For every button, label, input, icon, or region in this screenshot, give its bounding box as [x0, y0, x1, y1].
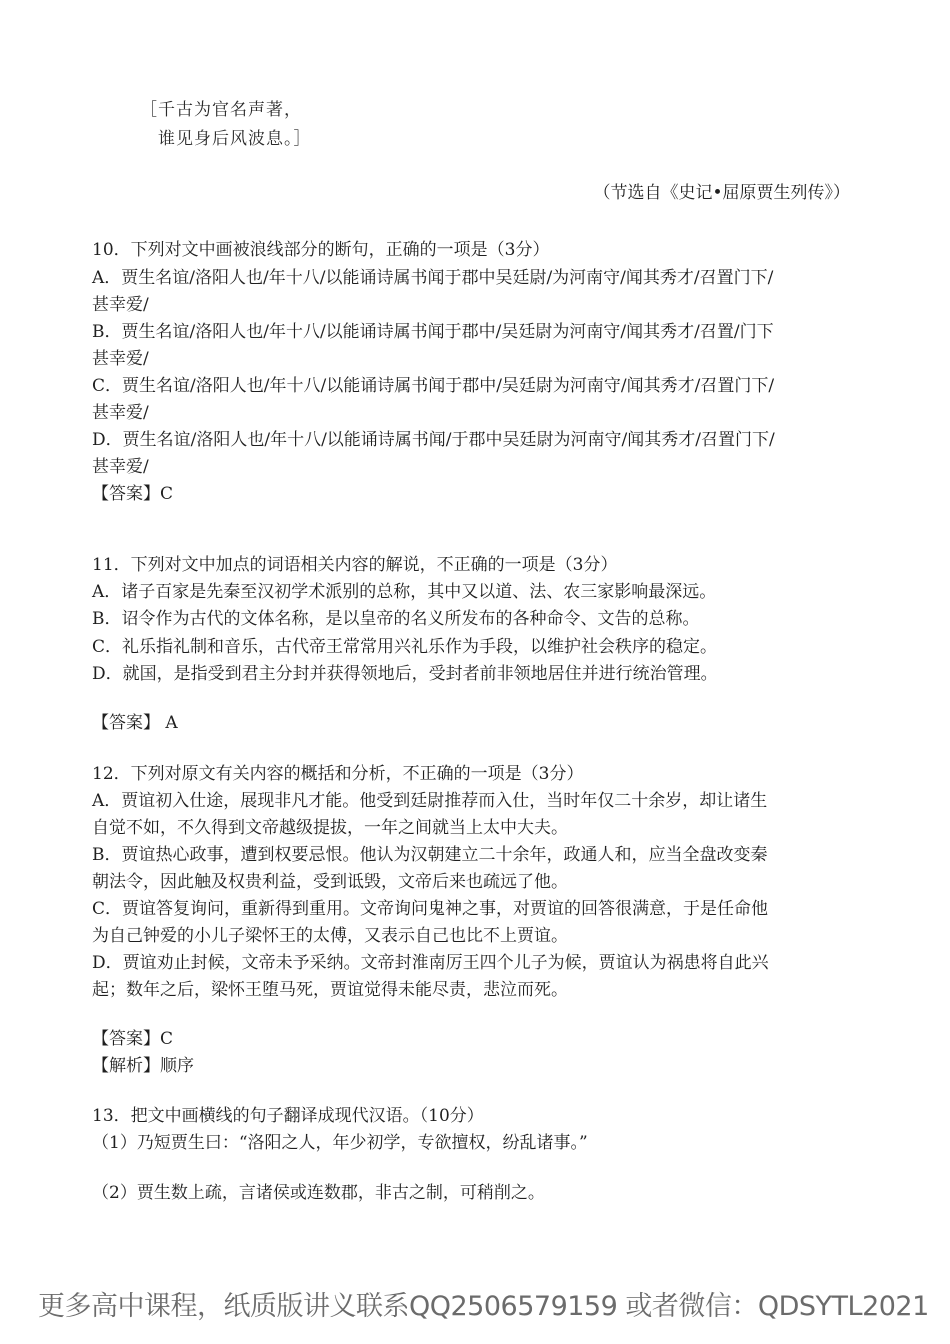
poem-line-2: 谁见身后风波息。］	[158, 129, 312, 149]
q10-option-c-cont: 甚幸爱/	[92, 403, 149, 423]
q10-answer: 【答案】C	[92, 484, 174, 504]
q10-stem: 10．下列对文中画被浪线部分的断句，正确的一项是（3分）	[92, 240, 550, 260]
q12-stem: 12．下列对原文有关内容的概括和分析，不正确的一项是（3分）	[92, 764, 584, 784]
q12-option-c: C．贾谊答复询问，重新得到重用。文帝询问鬼神之事，对贾谊的回答很满意，于是任命他	[92, 899, 769, 919]
q11-option-a: A．诸子百家是先秦至汉初学术派别的总称，其中又以道、法、农三家影响最深远。	[92, 582, 717, 602]
q12-option-c-cont: 为自己钟爱的小儿子梁怀王的太傅，又表示自己也比不上贾谊。	[92, 926, 568, 946]
q11-stem: 11．下列对文中加点的词语相关内容的解说，不正确的一项是（3分）	[92, 555, 618, 575]
footer-contact-banner: 更多高中课程，纸质版讲义联系QQ2506579159 或者微信：QDSYTL2021	[38, 1291, 929, 1322]
q13-stem: 13．把文中画横线的句子翻译成现代汉语。（10分）	[92, 1106, 484, 1126]
q12-option-b: B．贾谊热心政事，遭到权要忌恨。他认为汉朝建立二十余年，政通人和，应当全盘改变秦	[92, 845, 768, 865]
q12-option-a: A．贾谊初入仕途，展现非凡才能。他受到廷尉推荐而入仕，当时年仅二十余岁，却让诸生	[92, 791, 768, 811]
poem-line-1: ［千古为官名声著，	[140, 100, 302, 120]
q10-option-a: A．贾生名谊/洛阳人也/年十八/以能诵诗属书闻于郡中吴廷尉/为河南守/闻其秀才/召置门下/	[92, 268, 774, 288]
q13-sentence-2: （2）贾生数上疏，言诸侯或连数郡，非古之制，可稍削之。	[92, 1183, 545, 1203]
source-citation: （节选自《史记•屈原贾生列传》）	[593, 183, 850, 203]
q10-option-a-cont: 甚幸爱/	[92, 295, 149, 315]
q13-sentence-1: （1）乃短贾生曰：“洛阳之人，年少初学，专欲擅权，纷乱诸事。”	[92, 1133, 588, 1153]
q12-option-d-cont: 起；数年之后，梁怀王堕马死，贾谊觉得未能尽责，悲泣而死。	[92, 980, 568, 1000]
q12-analysis: 【解析】顺序	[92, 1056, 194, 1076]
q10-option-c: C．贾生名谊/洛阳人也/年十八/以能诵诗属书闻于郡中/吴廷尉为河南守/闻其秀才/召置门下/	[92, 376, 775, 396]
q11-option-d: D．就国，是指受到君主分封并获得领地后，受封者前非领地居住并进行统治管理。	[92, 664, 718, 684]
q12-option-b-cont: 朝法令，因此触及权贵利益，受到诋毁，文帝后来也疏远了他。	[92, 872, 568, 892]
q12-answer: 【答案】C	[92, 1029, 174, 1049]
q12-option-d: D．贾谊劝止封候，文帝未予采纳。文帝封淮南厉王四个儿子为候，贾谊认为祸患将自此兴	[92, 953, 769, 973]
q10-option-d: D．贾生名谊/洛阳人也/年十八/以能诵诗属书闻/于郡中吴廷尉为河南守/闻其秀才/召置门下/	[92, 430, 775, 450]
q12-option-a-cont: 自觉不如，不久得到文帝越级提拔，一年之间就当上太中大夫。	[92, 818, 568, 838]
q11-option-b: B．诏令作为古代的文体名称，是以皇帝的名义所发布的各种命令、文告的总称。	[92, 609, 700, 629]
q10-option-b: B．贾生名谊/洛阳人也/年十八/以能诵诗属书闻于郡中/吴廷尉为河南守/闻其秀才/召置/门下	[92, 322, 774, 342]
q10-option-b-cont: 甚幸爱/	[92, 349, 149, 369]
q10-option-d-cont: 甚幸爱/	[92, 457, 149, 477]
q11-answer: 【答案】 A	[92, 713, 178, 733]
q11-option-c: C．礼乐指礼制和音乐，古代帝王常常用兴礼乐作为手段，以维护社会秩序的稳定。	[92, 637, 718, 657]
